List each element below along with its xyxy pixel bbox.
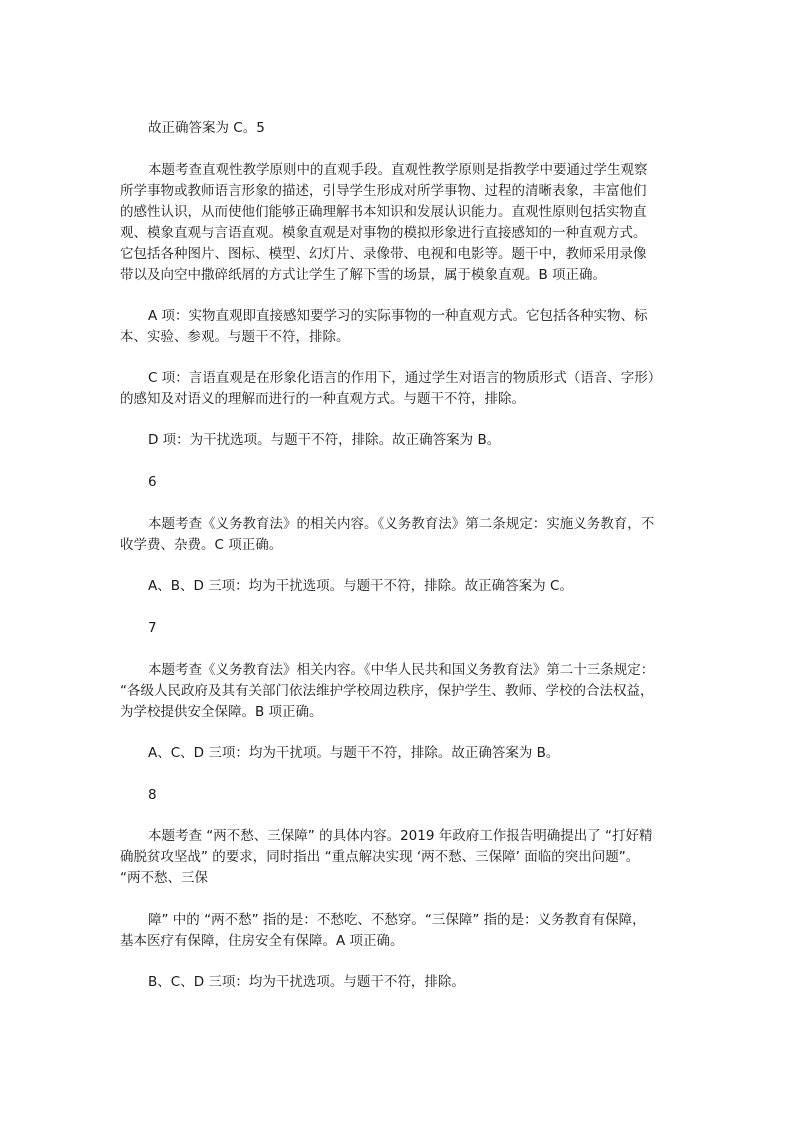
- text-line: 收学费、杂费。C 项正确。: [120, 537, 283, 553]
- text-line: 的感知及对语义的理解而进行的一种直观方式。与题干不符，排除。: [120, 391, 525, 407]
- option-a-paragraph-5: [120, 306, 680, 348]
- text-line: 本、实验、参观。与题干不符，排除。: [120, 329, 350, 345]
- text-line: 基本医疗有保障，住房安全有保障。A 项正确。: [120, 933, 404, 949]
- explanation-paragraph-8: [120, 826, 680, 889]
- text-line: D 项：为干扰选项。与题干不符，排除。故正确答案为 B。: [148, 432, 501, 448]
- text-line: A、B、D 三项：均为干扰选项。与题干不符，排除。故正确答案为 C。: [148, 578, 573, 594]
- text-line: 故正确答案为 C。5: [148, 120, 265, 136]
- text-line: “两不愁、三保: [120, 870, 208, 886]
- text-line: 6: [148, 474, 157, 490]
- text-line: 8: [148, 787, 157, 803]
- text-line: 障” 中的 “两不愁” 指的是：不愁吃、不愁穿。“三保障” 指的是：义务教育有保障，: [148, 912, 646, 928]
- text-line: 它包括各种图片、图标、模型、幻灯片、录像带、电视和电影等。题干中，教师采用录像: [120, 246, 647, 262]
- text-line: “各级人民政府及其有关部门依法维护学校周边秩序，保护学生、教师、学校的合法权益，: [120, 683, 654, 699]
- options-paragraph-7: [120, 743, 680, 764]
- option-d-paragraph-5: [120, 430, 680, 451]
- text-line: 确脱贫攻坚战” 的要求，同时指出 “重点解决实现 ‘两不愁、三保障’ 面临的突出问题”。: [120, 849, 640, 865]
- text-line: 所学事物或教师语言形象的描述，引导学生形成对所学事物、过程的清晰表象，丰富他们: [120, 183, 647, 199]
- text-line: 的感性认识，从而使他们能够正确理解书本知识和发展认识能力。直观性原则包括实物直: [120, 204, 647, 220]
- question-number-6: [120, 472, 680, 493]
- options-paragraph-8: [120, 972, 680, 993]
- text-line: 7: [148, 620, 157, 636]
- text-line: 本题考查直观性教学原则中的直观手段。直观性教学原则是指教学中要通过学生观察: [148, 162, 648, 178]
- text-line: 观、模象直观与言语直观。模象直观是对事物的模拟形象进行直接感知的一种直观方式。: [120, 225, 647, 241]
- answer-line-5: [120, 118, 680, 139]
- option-c-paragraph-5: [120, 368, 680, 410]
- options-paragraph-6: [120, 576, 680, 597]
- text-line: A、C、D 三项：均为干扰项。与题干不符，排除。故正确答案为 B。: [148, 745, 560, 761]
- question-number-8: [120, 785, 680, 806]
- explanation-paragraph-5: [120, 160, 680, 286]
- text-line: A 项：实物直观即直接感知要学习的实际事物的一种直观方式。它包括各种实物、标: [148, 308, 648, 324]
- text-line: 本题考查《义务教育法》相关内容。《中华人民共和国义务教育法》第二十三条规定：: [148, 662, 655, 678]
- explanation-paragraph-6: [120, 514, 680, 556]
- question-number-7: [120, 618, 680, 639]
- text-line: 本题考查 “两不愁、三保障” 的具体内容。2019 年政府工作报告明确提出了 “打好精: [148, 828, 653, 844]
- text-line: 带以及向空中撒碎纸屑的方式让学生了解下雪的场景，属于模象直观。B 项正确。: [120, 267, 607, 283]
- explanation-paragraph-7: [120, 660, 680, 723]
- text-line: 为学校提供安全保障。B 项正确。: [120, 704, 323, 720]
- text-line: C 项：言语直观是在形象化语言的作用下，通过学生对语言的物质形式（语音、字形）: [148, 370, 662, 386]
- text-line: B、C、D 三项：均为干扰选项。与题干不符，排除。: [148, 974, 465, 990]
- text-line: 本题考查《义务教育法》的相关内容。《义务教育法》第二条规定：实施义务教育，不: [148, 516, 655, 532]
- explanation-continued-8: [120, 910, 680, 952]
